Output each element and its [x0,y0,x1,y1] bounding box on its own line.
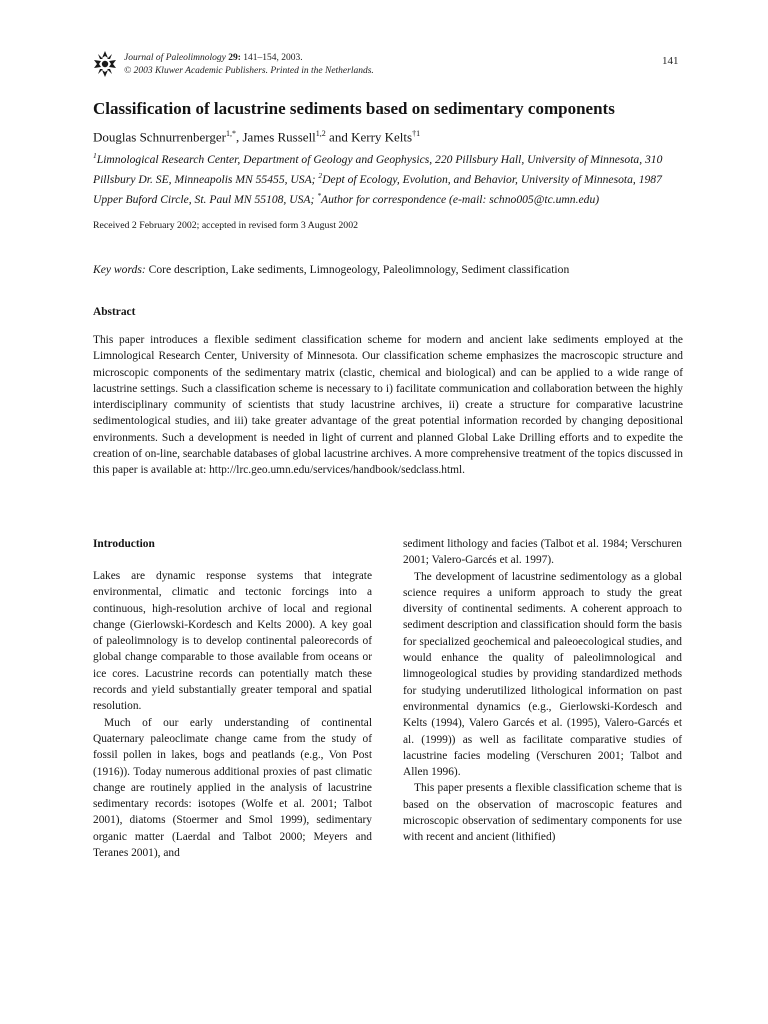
journal-volume: 29: [228,53,241,63]
body-paragraph: This paper presents a flexible classification scheme that is based on the observation of macroscopic features and microscopic observation of sedimentary components for use with recent and ancient (lithified) [403,782,682,844]
publisher-logo-icon [93,50,117,78]
journal-citation [124,52,374,78]
author-name: Douglas Schnurrenberger [93,129,226,145]
received-dates: Received 2 February 2002; accepted in revised form 3 August 2002 [93,220,358,231]
affiliation-text: Limnological Research Center, Department of Geology and Geophysics, 220 Pillsbury Hall, University of Minnesota, 310 Pillsbury Dr. SE, Minneapolis MN 55455, USA; [93,152,663,186]
journal-line [124,52,374,65]
page-number: 141 [662,55,679,67]
author-affiliation-mark: 1,* [225,129,236,138]
correspondence-mark: * [317,191,321,201]
body-paragraph: The development of lacustrine sedimentology as a global science requires a uniform approach to study the great diversity of continental sediments. A coherent approach to sediment description and classification should form the basis for specialized geochemical and paleoecological studies, and would enhance the quality of paleolimnological and limnogeological studies by providing standardized methods for studying underutilized lithological information on past environmental dynamics (e.g., Gierlowski-Kordesch and Kelts (1994), Valero Garcés et al. (1995), Valero-Garcés et al. (1999)) as well as facilitate comparative studies of lacustrine facies modeling (Verschuren 2001; Talbot and Allen 1996). [403,570,682,779]
body-paragraph: Much of our early understanding of continental Quaternary paleoclimate change came from the study of fossil pollen in lakes, bogs and peatlands (e.g., Von Post (1916)). Today numerous additional proxies of past climatic change are routinely applied in the analysis of lacustrine sedimentary records: isotopes (Wolfe et al. 2001; Talbot 2001), diatoms (Stoermer and Smol 1999), sedimentary organic matter (Laerdal and Talbot 2000; Meyers and Teranes 2001), and [93,716,372,860]
abstract-text: This paper introduces a flexible sediment classification scheme for modern and ancient lake sediments employed at the Limnological Research Center, University of Minnesota. Our classification scheme emphasizes the macroscopic structure and microscopic components of the sedimentary matrix (clastic, chemical and biological) and can be applied to a wide range of lacustrine settings. Such a classification scheme is necessary to i) facilitate communication and collaboration between the highly interdisciplinary community of scientists that study lacustrine archives, ii) create a structure for comparative lacustrine sedimentological studies, and iii) take greater advantage of the great potential information recorded by changing depositional environments. Such a development is needed in light of current and planned Global Lake Drilling efforts and to expedite the creation of on-line, searchable databases of global lacustrine archives. A more comprehensive treatment of the topics discussed in this paper is available at: http://lrc.geo.umn.edu/services/handbook/sedclass.html. [93,334,683,477]
affiliations [93,148,693,208]
author-affiliation-mark: 1,2 [315,129,326,138]
journal-name: Journal of Paleolimnology [124,53,226,63]
author-name: James Russell [242,129,316,145]
keywords-label: Key words: [93,263,146,276]
author-list [93,129,420,145]
introduction-heading: Introduction [93,538,155,550]
copyright-line: © 2003 Kluwer Academic Publishers. Printed in the Netherlands. [124,66,374,76]
journal-pages: 141–154, 2003. [243,53,303,63]
keywords [93,263,569,276]
abstract-heading: Abstract [93,306,136,318]
author-separator: and [325,129,352,145]
keywords-list: Core description, Lake sediments, Limnogeology, Paleolimnology, Sediment classification [148,263,570,276]
left-column [93,536,372,861]
affiliation-mark: 1 [93,151,97,160]
author-name: Kerry Kelts [351,129,413,145]
affiliation-mark: 2 [318,171,323,181]
correspondence-text: Author for correspondence (e-mail: schno005@tc.umn.edu) [320,192,600,206]
author-affiliation-mark: †1 [412,129,421,138]
body-paragraph: Lakes are dynamic response systems that integrate environmental, climatic and tectonic forcings into a continuous, high-resolution archive of local and regional change (Gierlowski-Kordesch and Kelts 2000). A key goal of paleolimnology is to develop continental paleorecords of global change comparable to those available from oceans or ice cores. Lacustrine records can potentially match these records and yield substantially greater temporal and spatial resolution. [93,570,372,713]
article-title: Classification of lacustrine sediments based on sedimentary components [93,99,615,118]
right-column [403,536,682,846]
affiliation-text: Dept of Ecology, Evolution, and Behavior, University of Minnesota, 1987 Upper Buford Circle, St. Paul MN 55108, USA; [93,172,662,206]
author-separator: , [235,129,243,145]
body-paragraph: sediment lithology and facies (Talbot et al. 1984; Verschuren 2001; Valero-Garcés et al. 1997). [403,538,682,567]
